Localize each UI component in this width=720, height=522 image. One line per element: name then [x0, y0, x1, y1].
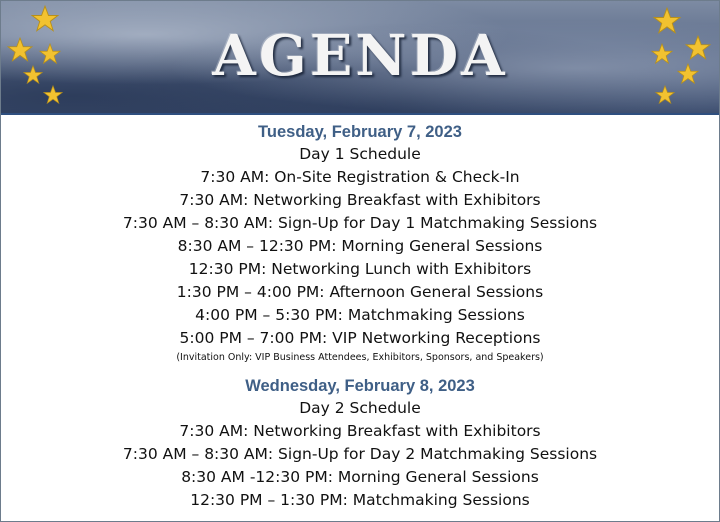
day1-agenda-item: 5:00 PM – 7:00 PM: VIP Networking Receptions	[179, 329, 541, 347]
star-icon	[685, 35, 711, 61]
day1-agenda-item: 7:30 AM: Networking Breakfast with Exhibitors	[179, 191, 541, 209]
vip-invitation-note: (Invitation Only: VIP Business Attendees, Exhibitors, Sponsors, and Speakers)	[176, 352, 544, 363]
star-icon	[651, 43, 673, 65]
day1-agenda-item: 8:30 AM – 12:30 PM: Morning General Sessions	[177, 237, 543, 255]
day1-agenda-item: 7:30 AM – 8:30 AM: Sign-Up for Day 1 Matchmaking Sessions	[122, 214, 598, 232]
day2-date-heading: Wednesday, February 8, 2023	[245, 377, 475, 395]
star-icon	[677, 63, 699, 85]
page-title: AGENDA	[212, 23, 508, 89]
day2-agenda-item: 7:30 AM – 8:30 AM: Sign-Up for Day 2 Matchmaking Sessions	[122, 445, 598, 463]
star-cluster-right	[649, 1, 719, 111]
day1-agenda-item: 1:30 PM – 4:00 PM: Afternoon General Sessions	[176, 283, 544, 301]
agenda-content	[1, 115, 719, 512]
day2-agenda-item: 7:30 AM: Networking Breakfast with Exhibitors	[179, 422, 541, 440]
section-spacer	[1, 366, 719, 375]
star-icon	[653, 7, 681, 35]
day1-date-heading: Tuesday, February 7, 2023	[258, 123, 462, 141]
star-icon	[655, 85, 675, 105]
day1-agenda-item: 12:30 PM: Networking Lunch with Exhibitors	[188, 260, 532, 278]
day1-schedule-label: Day 1 Schedule	[299, 145, 421, 163]
day2-agenda-item: 12:30 PM – 1:30 PM: Matchmaking Sessions	[190, 491, 530, 509]
day1-agenda-item: 4:00 PM – 5:30 PM: Matchmaking Sessions	[195, 306, 525, 324]
day2-schedule-label: Day 2 Schedule	[299, 399, 421, 417]
day2-agenda-item: 8:30 AM -12:30 PM: Morning General Sessions	[181, 468, 539, 486]
agenda-banner	[1, 1, 719, 115]
day1-agenda-item: 7:30 AM: On-Site Registration & Check-In	[200, 168, 520, 186]
